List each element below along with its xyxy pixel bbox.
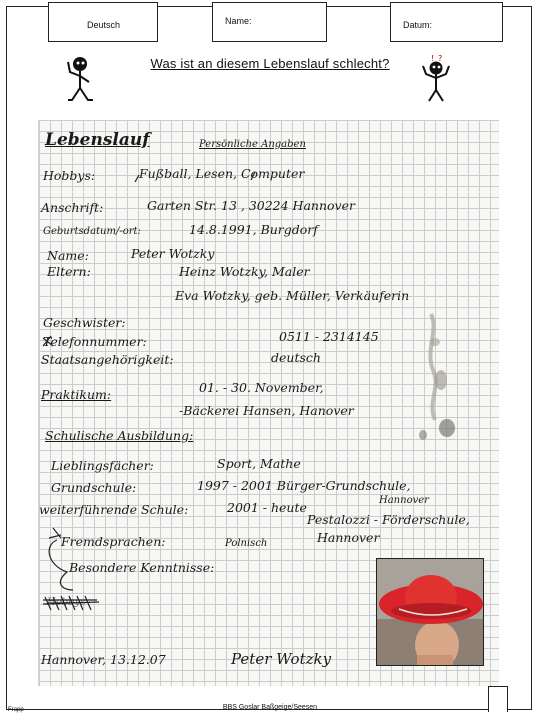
cv-primary-value: 1997 - 2001 Bürger-Grundschule, <box>197 478 411 493</box>
cv-siblings-label: Geschwister: <box>43 315 126 330</box>
cv-hobbies-label: Hobbys: <box>43 168 96 183</box>
cv-hobbies-value: Fußball, Lesen, Computer <box>139 166 305 181</box>
cv-secondary-label: weiterführende Schule: <box>39 502 189 517</box>
cv-nationality-value: deutsch <box>271 350 321 365</box>
cv-secondary-value: 2001 - heute <box>227 500 307 515</box>
cv-name-value: Peter Wotzky <box>131 246 215 261</box>
svg-text:!: ! <box>431 54 435 63</box>
cv-address-label: Anschrift: <box>41 200 104 215</box>
cv-parents-label: Eltern: <box>47 264 91 279</box>
sombrero-portrait-image <box>377 559 484 666</box>
cv-phone-value: 0511 - 2314145 <box>279 329 379 344</box>
cv-name-label: Name: <box>47 248 89 263</box>
cv-crossed-word: Hobbys <box>47 597 86 608</box>
cv-languages-value: Polnisch <box>225 538 268 549</box>
cv-signature-place-date: Hannover, 13.12.07 <box>41 652 166 667</box>
cv-favorite-label: Lieblingsfächer: <box>51 458 154 473</box>
cv-school-heading: Schulische Ausbildung: <box>45 428 194 443</box>
worksheet-question: Was ist an diesem Lebenslauf schlecht? <box>150 56 390 71</box>
cv-nationality-label: Staatsangehörigkeit: <box>41 352 174 367</box>
coffee-stain-icon <box>411 310 471 450</box>
footer-left-text: Frapp <box>8 707 24 713</box>
date-box[interactable] <box>390 2 503 42</box>
subject-label: Deutsch <box>87 20 121 30</box>
svg-text:?: ? <box>438 54 443 63</box>
name-box[interactable] <box>212 2 327 42</box>
cv-section-personal: Persönliche Angaben <box>199 139 306 150</box>
cv-birth-label: Geburtsdatum/-ort: <box>43 226 141 237</box>
cv-parent-1: Heinz Wotzky, Maler <box>179 264 310 279</box>
cv-internship-place: -Bäckerei Hansen, Hanover <box>179 403 354 418</box>
cv-phone-label: Telefonnummer: <box>43 334 147 349</box>
cv-parent-2: Eva Wotzky, geb. Müller, Verkäuferin <box>175 288 410 303</box>
cv-birth-value: 14.8.1991, Burgdorf <box>189 222 318 237</box>
cv-primary-label: Grundschule: <box>51 480 137 495</box>
cv-internship-dates: 01. - 30. November, <box>199 380 324 395</box>
cv-signature: Peter Wotzky <box>231 650 332 668</box>
cv-address-value: Garten Str. 13 , 30224 Hannover <box>147 198 355 213</box>
cv-primary-city: Hannover <box>379 495 429 506</box>
applicant-photo <box>376 558 484 666</box>
cv-title: Lebenslauf <box>45 130 150 150</box>
cv-skills-label: Besondere Kenntnisse: <box>69 560 215 575</box>
subject-box <box>48 2 158 42</box>
cv-secondary-school: Pestalozzi - Förderschule, <box>307 512 470 527</box>
name-label: Name: <box>225 16 252 26</box>
thinking-figure-icon <box>62 54 98 104</box>
cv-secondary-city: Hannover <box>317 530 380 545</box>
cv-languages-label: Fremdsprachen: <box>61 534 166 549</box>
date-label: Datum: <box>403 20 433 30</box>
confused-figure-icon <box>418 54 454 104</box>
cv-favorite-value: Sport, Mathe <box>217 456 301 471</box>
footer-center-text: BBS Goslar Baßgeige/Seesen <box>222 704 318 711</box>
cv-internship-label: Praktikum: <box>41 387 112 402</box>
